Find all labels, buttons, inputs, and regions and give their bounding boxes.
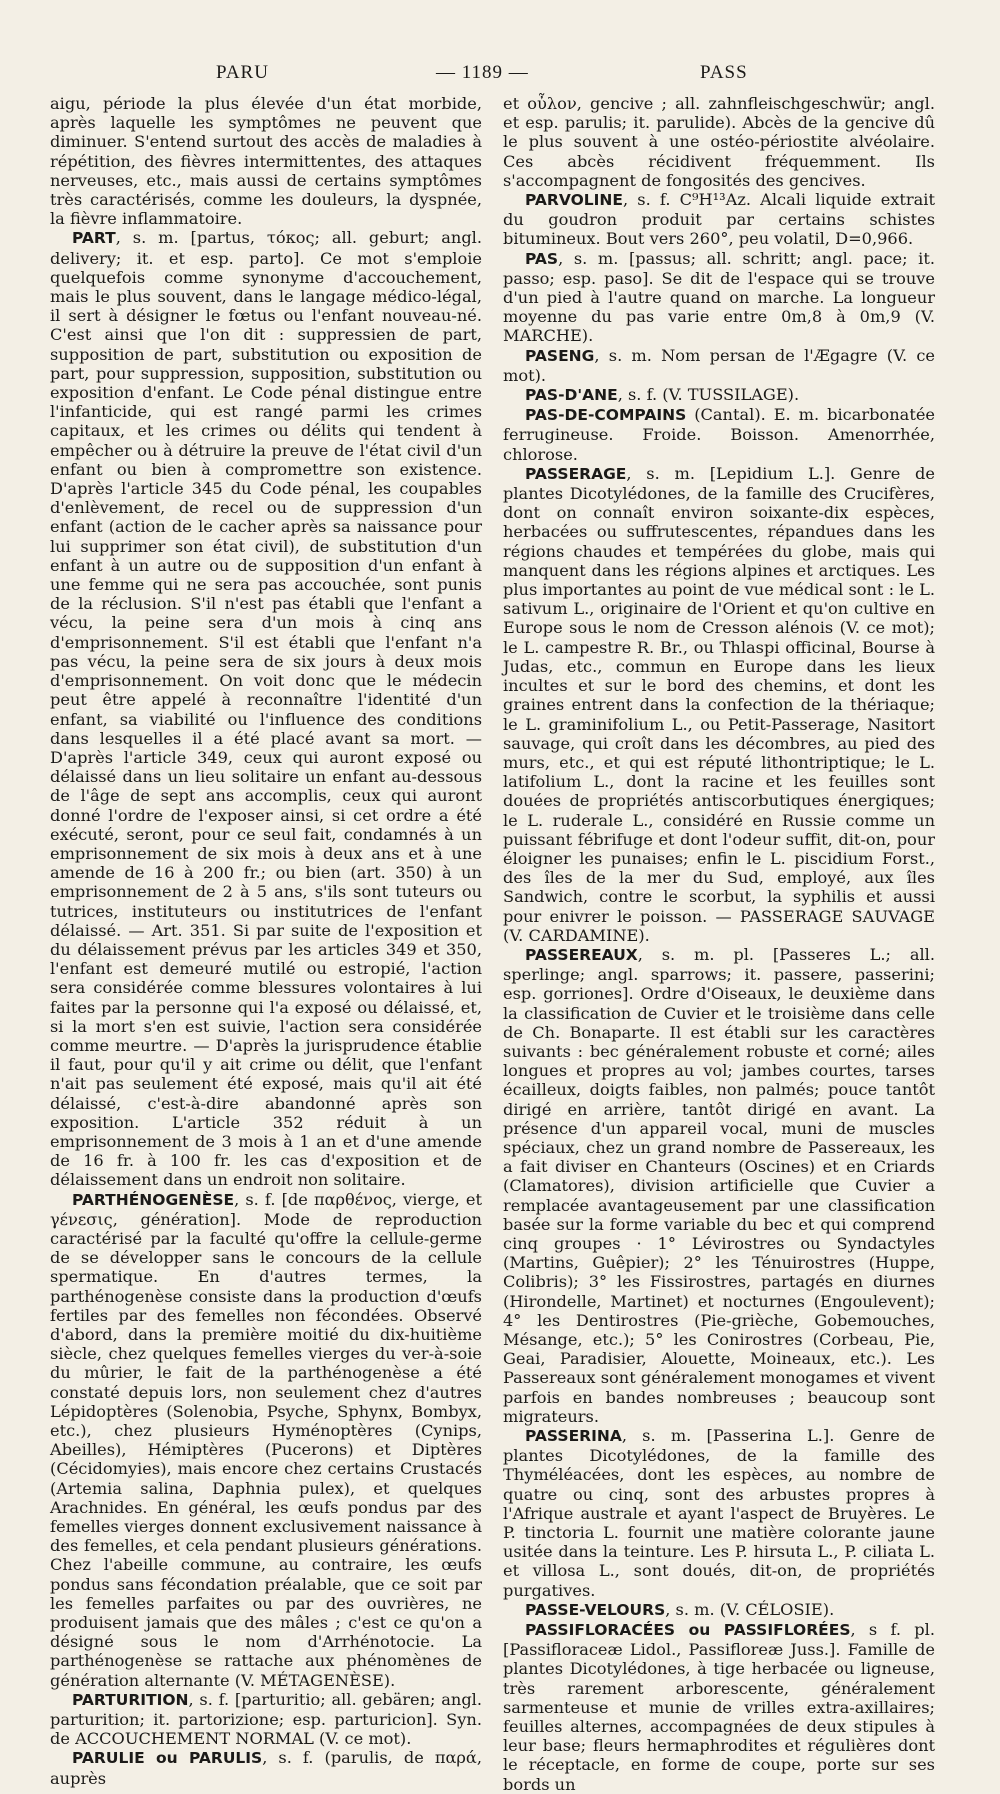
running-header [52,58,948,92]
right-column [503,94,935,1794]
entry-passerina: PASSERINA, s. m. [Passerina L.]. Genre de plantes Dicotylédones, de la famille des Thyméléacées, dont les espèces, au nombre de quatre ou cinq, sont des arbustes propres à l'Afrique australe et ayant l'aspect de Bruyères. Le P. tinctoria L. fournit une matière colorante jaune usitée dans la teinture. Les P. hirsuta L., P. ciliata L. et villosa L., sont doués, dit-on, de propriétés purgatives. [503,1426,935,1600]
header-left-word: PARU [216,62,269,83]
entry-pas-d-ane: PAS-D'ANE, s. f. (V. TUSSILAGE). [525,385,800,405]
entry-passereaux: PASSEREAUX, s. m. pl. [Passeres L.; all. sperlinge; angl. sparrows; it. passere, passerini; esp. gorriones]. Ordre d'Oiseaux, le deuxième dans la classification de Cuvier et le troisième dans celle de Ch. Bonaparte. Il est établi sur les caractères suivants : bec généralement robuste et corné; ailes longues et propres au vol; jambes courtes, tarses écailleux, doigts faibles, non palmés; pouce tantôt dirigé en arrière, tantôt dirigé en avant. La présence d'un appareil vocal, muni de muscles spéciaux, chez un grand nombre de Passereaux, les a fait diviser en Chanteurs (Oscines) et en Criards (Clamatores), division artificielle que Cuvier a remplacée avantageusement par une classification basée sur la forme variable du bec et qui comprend cinq groupes · 1° Lévirostres ou Syndactyles (Martins, Guêpier); 2° les Ténuirostres (Huppe, Colibris); 3° les Fissirostres, partagés en diurnes (Hirondelle, Martinet) et nocturnes (Engoulevent); 4° les Dentirostres (Pie-grièche, Gobemouches, Mésange, etc.); 5° les Conirostres (Corbeau, Pie, Geai, Paradisier, Alouette, Moineaux, etc.). Les Passereaux sont généralement monogames et vivent parfois en bandes nombreuses ; beaucoup sont migrateurs. [503,944,935,1426]
headword: PARTURITION [72,1690,189,1709]
entry-paseng: PASENG, s. m. Nom persan de l'Ægagre (V. ce mot). [503,345,935,385]
headword: PAS-D'ANE [525,386,618,405]
entry-parthenogenese: PARTHÉNOGENÈSE, s. f. [de παρθένος, vierge, et γένεσις, génération]. Mode de reproduction caractérisé par la faculté qu'offre la cellule-germe de se développer sans le concours de la cellule spermatique. En d'autres termes, la parthénogenèse consiste dans la production d'œufs fertiles par des femelles non fécondées. Observé d'abord, dans la première moitié du dix-huitième siècle, chez quelques femelles vierges du ver-à-soie du mûrier, le fait de la parthénogenèse a été constaté depuis lors, non seulement chez d'autres Lépidoptères (Solenobia, Psyche, Sphynx, Bombyx, etc.), chez plusieurs Hyménoptères (Cynips, Abeilles), Hémiptères (Pucerons) et Diptères (Cécidomyies), mais encore chez certains Crustacés (Artemia salina, Daphnia pulex), et quelques Arachnides. En général, les œufs pondus par des femelles vierges donnent exclusivement naissance à des femelles, et cela pendant plusieurs générations. Chez l'abeille commune, au contraire, les œufs pondus sans fécondation préalable, que ce soit par les femelles parfaites ou par des ouvrières, ne produisent jamais que des mâles ; c'est ce qu'on a désigné sous le nom d'Arrhénotocie. La parthénogenèse se rattache aux phénomènes de génération alternante (V. MÉTAGENÈSE). [50,1189,482,1690]
page-number: — 1189 — [436,62,529,83]
entry-part: PART, s. m. [partus, τόκος; all. geburt; angl. delivery; it. et esp. parto]. Ce mot s'emploie quelquefois comme synonyme d'accouchement, mais le plus souvent, dans le langage médico-légal, il sert à désigner le fœtus ou l'enfant nouveau-né. C'est ainsi que l'on dit : suppressien de part, supposition de part, substitution ou exposition de part, pour suppression, supposition, substitution ou exposition d'enfant. Le Code pénal distingue entre l'infanticide, qui est rangé parmi les crimes capitaux, et les crimes ou délits qui tendent à empêcher ou à détruire la preuve de l'état civil d'un enfant ou bien à compromettre son existence. D'après l'article 345 du Code pénal, les coupables d'enlèvement, de recel ou de suppression d'un enfant (action de le cacher après sa naissance pour lui supprimer son état civil), de substitution d'un enfant à un autre ou de supposition d'un enfant à une femme qui ne sera pas accouchée, sont punis de la réclusion. S'il n'est pas établi que l'enfant a vécu, la peine sera d'un mois à cinq ans d'emprisonnement. S'il est établi que l'enfant n'a pas vécu, la peine sera de six jours à deux mois d'emprisonnement. On voit donc que le médecin peut être appelé à reconnaître l'identité d'un enfant, sa viabilité ou l'influence des conditions dans lesquelles il a été placé avant sa mort. — D'après l'article 349, ceux qui auront exposé ou délaissé dans un lieu solitaire un enfant au-dessous de l'âge de sept ans accomplis, ceux qui auront donné l'ordre de l'exposer ainsi, si cet ordre a été exécuté, seront, pour ce seul fait, condamnés à un emprisonnement de six mois à deux ans et à une amende de 16 à 200 fr.; ou bien (art. 350) à un emprisonnement de 2 à 5 ans, s'ils sont tuteurs ou tutrices, instituteurs ou institutrices de l'enfant délaissé. — Art. 351. Si par suite de l'exposition et du délaissement prévus par les articles 349 et 350, l'enfant est demeuré mutilé ou estropié, l'action sera considérée comme blessures volontaires à lui faites par la personne qui l'a exposé ou délaissé, et, si la mort s'en est suivie, l'action sera considérée comme meurtre. — D'après la jurisprudence établie il faut, pour qu'il y ait crime ou délit, que l'enfant n'ait pas seulement été exposé, mais qu'il ait été délaissé, c'est-à-dire abandonné après son exposition. L'article 352 réduit à un emprisonnement de 3 mois à 1 an et d'une amende de 16 fr. à 100 fr. les cas d'exposition et de délaissement dans un endroit non solitaire. [50,228,482,1190]
entry-parulie: PARULIE ou PARULIS, s. f. (parulis, de παρά, auprès [50,1748,482,1788]
headword: PASSEREAUX [525,945,638,964]
headword: PASSERAGE [525,464,627,483]
headword: PARTHÉNOGENÈSE [72,1190,235,1209]
headword: PASSIFLORACÉES ou PASSIFLORÉES [525,1621,851,1640]
continued-paragraph: aigu, période la plus élevée d'un état morbide, après laquelle les symptômes ne peuvent que diminuer. S'entend surtout des accès de maladies à répétition, des fièvres intermittentes, des attaques nerveuses, etc., mais aussi de certains symptômes très caractérisés, comme les douleurs, la dyspnée, la fièvre inflammatoire. [50,94,482,229]
headword: PASSE-VELOURS [525,1600,666,1619]
left-column [50,94,482,1788]
entry-passifloracees: PASSIFLORACÉES ou PASSIFLORÉES, s f. pl. [Passifloraceæ Lidol., Passifloreæ Juss.]. Famille de plantes Dicotylédones, à tige herbacée ou ligneuse, très rarement arborescente, généralement sarmenteuse et munie de vrilles extra-axillaires; feuilles alternes, accompagnées de deux stipules à leur base; fleurs hermaphrodites et régulières dont le réceptacle, en forme de coupe, porte sur ses bords un [503,1620,935,1794]
headword: PART [72,229,116,248]
entry-pas: PAS, s. m. [passus; all. schritt; angl. pace; it. passo; esp. paso]. Se dit de l'espace qui se trouve d'un pied à l'autre quand on marche. La longueur moyenne du pas varie entre 0m,8 à 0m,9 (V. MARCHE). [503,248,935,346]
entry-parturition: PARTURITION, s. f. [parturitio; all. gebären; angl. parturition; it. partorizione; esp. parturicion]. Syn. de ACCOUCHEMENT NORMAL (V. ce mot). [50,1689,482,1749]
headword: PASENG [525,346,595,365]
continued-paragraph: et οὖλον, gencive ; all. zahnfleischgeschwür; angl. et esp. parulis; it. parulide). Abcès de la gencive dû le plus souvent à une ostéo-périostite alvéolaire. Ces abcès récidivent fréquemment. Ils s'accompagnent de fongosités des gencives. [503,94,935,190]
entry-pas-de-compains: PAS-DE-COMPAINS (Cantal). E. m. bicarbonatée ferrugineuse. Froide. Boisson. Amenorrhée, chlorose. [503,405,935,464]
entry-parvoline: PARVOLINE, s. f. C⁹H¹³Az. Alcali liquide extrait du goudron produit par certains schistes bitumineux. Bout vers 260°, peu volatil, D=0,966. [503,190,935,249]
headword: PARULIE ou PARULIS [72,1749,263,1768]
headword: PAS-DE-COMPAINS [525,406,687,425]
entry-passerage: PASSERAGE, s. m. [Lepidium L.]. Genre de plantes Dicotylédones, de la famille des Crucifères, dont on connaît environ soixante-dix espèces, herbacées ou suffrutescentes, répandues dans les régions chaudes et tempérées du globe, mais qui manquent dans les régions alpines et arctiques. Les plus importantes au point de vue médical sont : le L. sativum L., originaire de l'Orient et qu'on cultive en Europe sous le nom de Cresson alénois (V. ce mot); le L. campestre R. Br., ou Thlaspi officinal, Bourse à Judas, etc., commun en Europe dans les lieux incultes et sur le bord des chemins, et dont les graines entrent dans la confection de la thériaque; le L. graminifolium L., ou Petit-Passerage, Nasitort sauvage, qui croît dans les décombres, au pied des murs, etc., et qui est réputé lithontriptique; le L. latifolium L., dont la racine et les feuilles sont douées de propriétés antiscorbutiques énergiques; le L. ruderale L., considéré en Russie comme un puissant fébrifuge et dont l'odeur suffit, dit-on, pour éloigner les punaises; enfin le L. piscidium Forst., des îles de la mer du Sud, employé, aux îles Sandwich, contre le scorbut, la syphilis et aussi pour enivrer le poisson. — PASSERAGE SAUVAGE (V. CARDAMINE). [503,463,935,945]
headword: PARVOLINE [525,191,623,210]
headword: PAS [525,249,559,268]
entry-passe-velours: PASSE-VELOURS, s. m. (V. CÉLOSIE). [525,1599,835,1619]
headword: PASSERINA [525,1427,622,1446]
header-right-word: PASS [700,62,748,83]
